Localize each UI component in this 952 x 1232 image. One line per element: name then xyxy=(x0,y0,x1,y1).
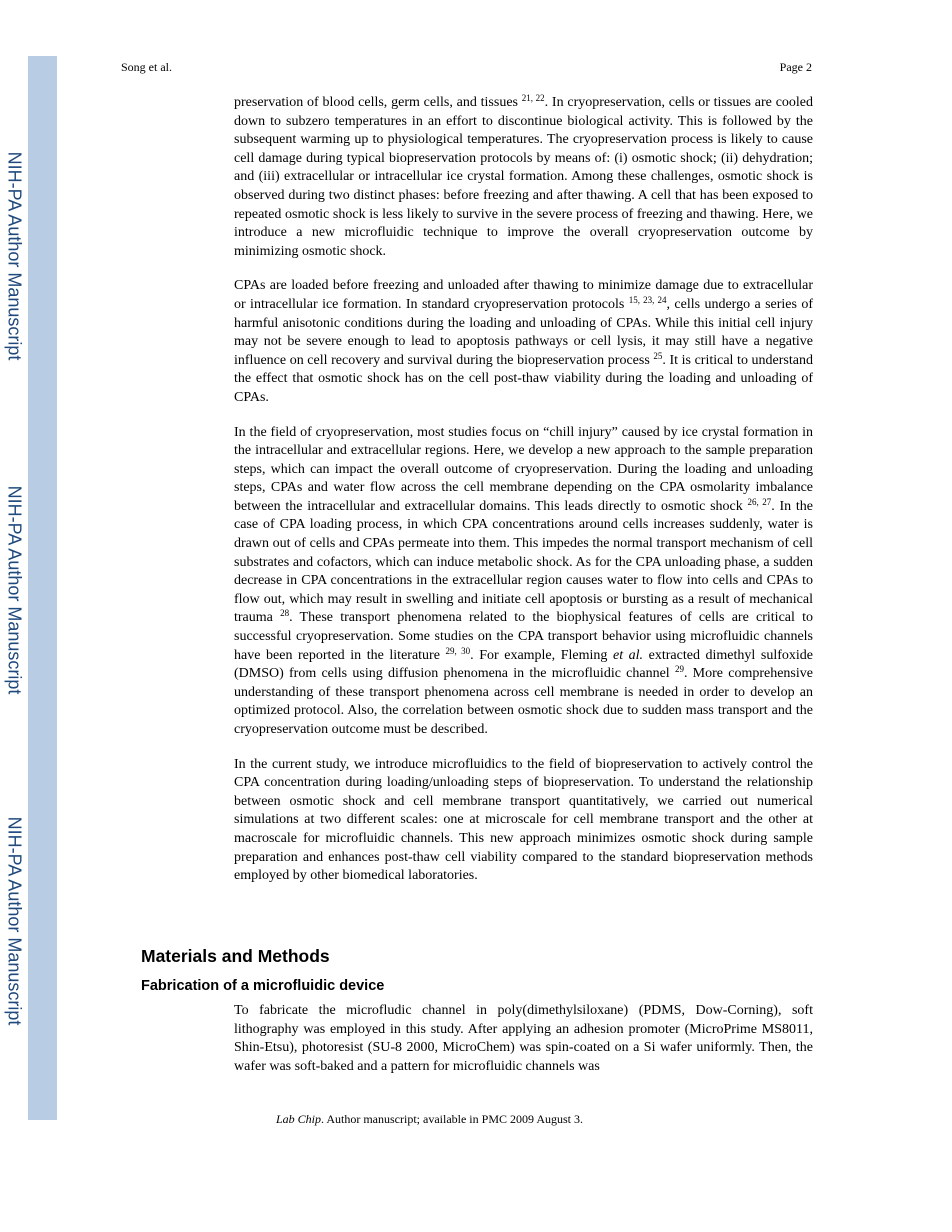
running-header-author: Song et al. xyxy=(121,60,172,74)
nih-sidebar xyxy=(28,56,57,1120)
body-text-bottom xyxy=(234,1002,813,1092)
citation: 29 xyxy=(674,664,684,675)
section-heading: Materials and Methods xyxy=(141,946,330,966)
paragraph-3: In the field of cryopreservation, most studies focus on “chill injury” caused by ice crystal formation in the intracellular and extracellular regions. Here, we develop a new approach to the sample preparation steps, which can impact the overall outcome of cryopreservation. During the loading and unloading steps, CPAs and water flow across the cell membrane depending on the CPA osmolarity imbalance between the intracellular and extracellular domains. This leads directly to osmotic shock $^{26, 27}$. In the case of CPA loading process, in which CPA concentrations around cells increases suddenly, water is drawn out of cells and CPAs permeate into them. This impedes the normal transport mechanism of cell substrates and cofactors, which can induce metabolic shock. As for the CPA unloading phase, a sudden decrease in CPA concentrations in the extracellular region causes water to flow into cells and CPAs to flow out, which may result in swelling and initiate cell apoptosis or bursting as a result of mechanical trauma $^{28}$. These transport phenomena related to the biophysical features of cells are critical to successful cryopreservation. Some studies on the CPA transport behavior using microfluidic channels have been reported in the literature $^{29, 30}$. For example, Fleming et al. extracted dimethyl sulfoxide (DMSO) from cells using diffusion phenomena in the microfluidic channel $^{29}$. More comprehensive understanding of these transport phenomena across cell membrane is needed in order to develop an optimized protocol. Also, the correlation between osmotic shock due to sudden mass transport and the cryopreservation outcome must be described. xyxy=(234,424,814,737)
citation: 25 xyxy=(653,350,663,361)
page-footer: Lab Chip. Author manuscript; available in PMC 2009 August 3. xyxy=(276,1112,583,1126)
sidebar-label-text: NIH-PA Author Manuscript xyxy=(4,485,25,695)
body-text-top xyxy=(234,94,813,902)
running-header-page: Page 2 xyxy=(779,60,812,74)
sidebar-label-text: NIH-PA Author Manuscript xyxy=(4,816,25,1026)
citation: 28 xyxy=(280,608,290,619)
paragraph-5: To fabricate the microfludic channel in poly(dimethylsiloxane) (PDMS, Dow-Corning), soft lithography was employed in this study. After applying an adhesion promoter (MicroPrime MS8011, Shin-Etsu), photoresist (SU-8 2000, MicroChem) was spin-coated on a Si wafer uniformly. Then, the wafer was soft-baked and a pattern for microfluidic channels was xyxy=(234,1003,813,1074)
citation: 29, 30 xyxy=(445,645,471,656)
sidebar-label-middle xyxy=(4,485,25,695)
footer-journal: Lab Chip xyxy=(276,1112,322,1126)
subsection-heading: Fabrication of a microfluidic device xyxy=(141,978,385,994)
citation: 15, 23, 24 xyxy=(628,294,667,305)
citation: 26, 27 xyxy=(747,496,772,507)
paragraph-2: CPAs are loaded before freezing and unloaded after thawing to minimize damage due to extracellular or intracellular ice formation. In standard cryopreservation protocols $^{15, 23, 24}$, cells undergo a series of harmful anisotonic conditions during the loading and unloading of CPAs. While this initial cell injury may not be severe enough to lead to apoptosis pathways or cell lysis, it may still have a negative influence on cell recovery and survival during the biopreservation process $^{25}$. It is critical to understand the effect that osmotic shock has on the cell post-thaw viability during the loading and unloading of CPAs. xyxy=(234,278,814,405)
sidebar-label-text: NIH-PA Author Manuscript xyxy=(4,151,25,361)
sidebar-label-top xyxy=(4,151,25,361)
paragraph-4: In the current study, we introduce microfluidics to the field of biopreservation to actively control the CPA concentration during loading/unloading steps of biopreservation. To understand the relationship between osmotic shock and cell membrane transport quantitatively, we carried out numerical simulations at two different scales: one at microscale for cell membrane transport and the other at macroscale for microfluidic channels. This new approach minimizes osmotic shock during sample preparation and enhances post-thaw cell viability compared to the standard biopreservation methods employed by other biomedical laboratories. xyxy=(234,756,813,884)
citation: 21, 22 xyxy=(521,93,545,103)
sidebar-label-bottom xyxy=(4,816,25,1026)
paragraph-1: preservation of blood cells, germ cells, and tissues $^{21, 22}$. In cryopreservation, cells or tissues are cooled down to subzero temperatures in an effort to discontinue biological activity. This is followed by the subsequent warming up to physiological temperatures. The cryopreservation process is likely to cause cell damage during typical biopreservation protocols by means of: (i) osmotic shock; (ii) dehydration; and (iii) extracellular or intracellular ice crystal formation. Among these challenges, osmotic shock is observed during two distinct phases: before freezing and after thawing. A cell that has been exposed to repeated osmotic shock is less likely to survive in the severe process of freezing and thawing. Here, we introduce a new microfluidic technique to improve the overall cryopreservation outcome by minimizing osmotic shock. xyxy=(234,93,814,259)
